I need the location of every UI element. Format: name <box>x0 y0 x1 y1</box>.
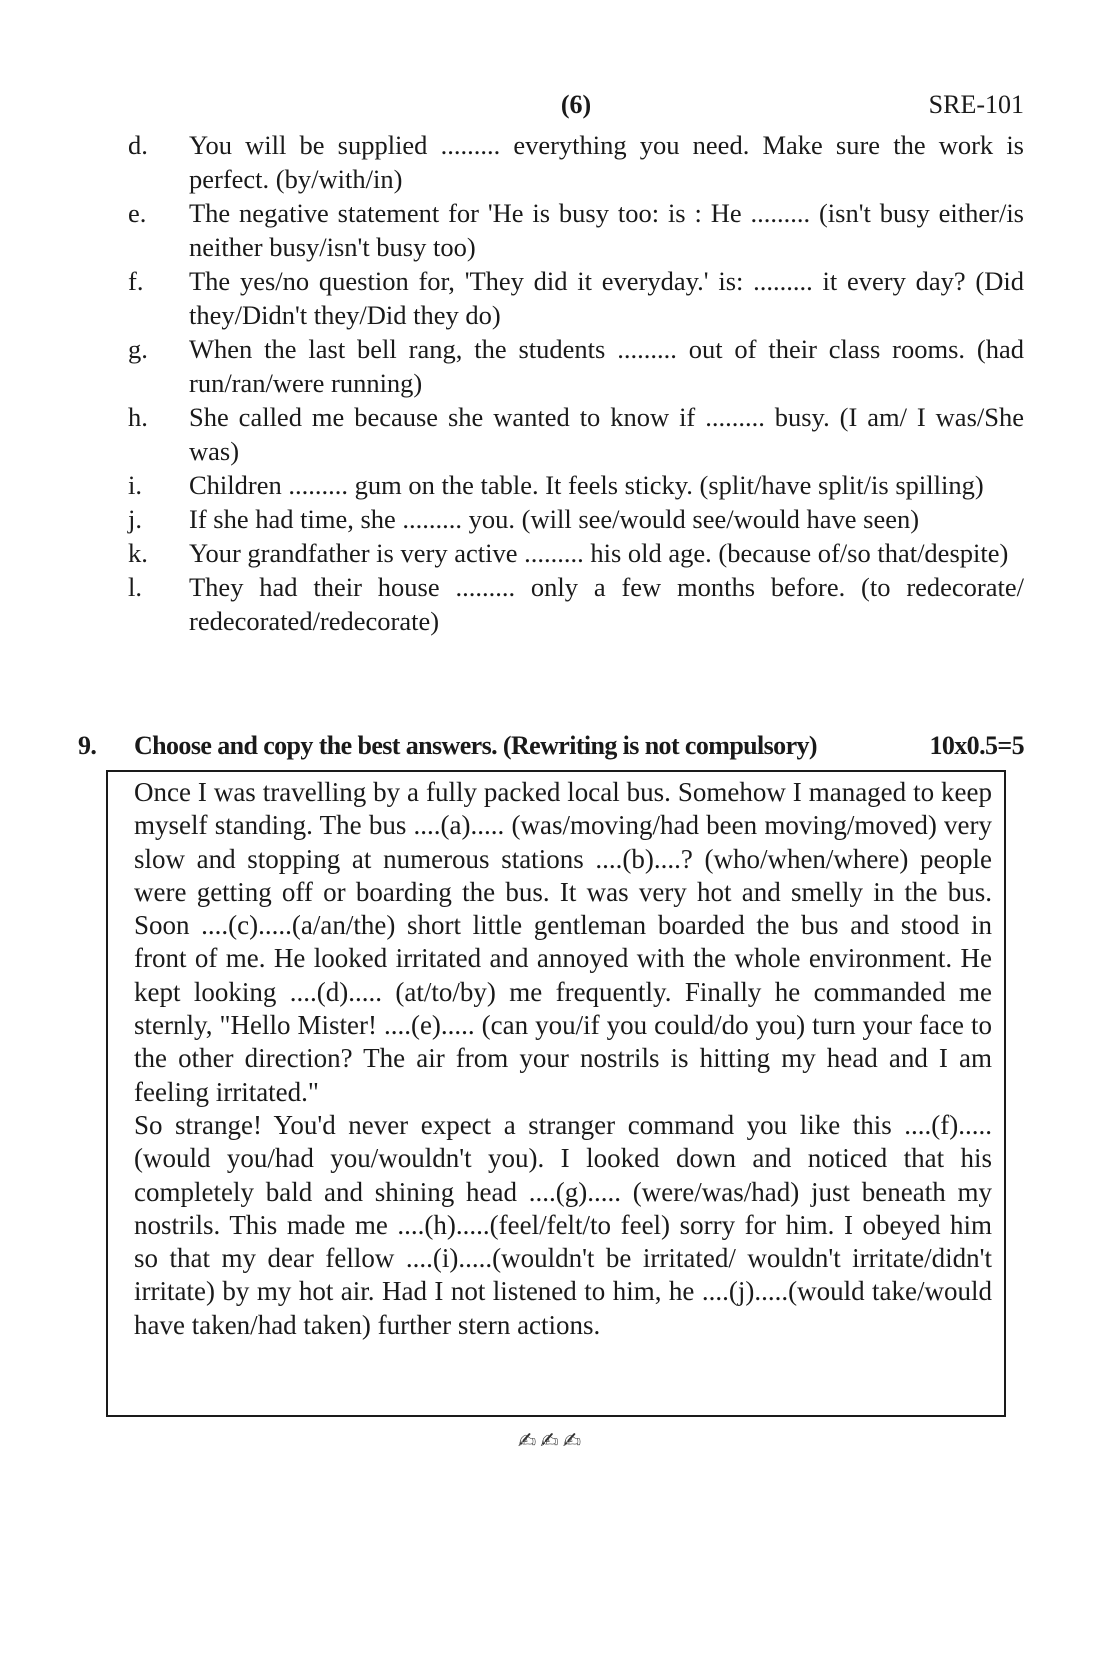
item-text: When the last bell rang, the students ......... out of their class rooms. (had run/ran/were running) <box>189 334 1024 398</box>
item-letter: g. <box>128 334 148 364</box>
end-marks-icon: ✍✍✍ <box>517 1429 586 1454</box>
item-text: They had their house ......... only a few months before. (to redecorate/ redecorated/redecorate) <box>189 572 1024 636</box>
question-item-h <box>128 400 1024 468</box>
paper-code: SRE-101 <box>928 90 1024 119</box>
page-header <box>128 88 1024 122</box>
item-text: Children ......... gum on the table. It feels sticky. (split/have split/is spilling) <box>189 470 984 500</box>
item-letter: d. <box>128 130 148 160</box>
item-text: You will be supplied ......... everything you need. Make sure the work is perfect. (by/with/in) <box>189 130 1024 194</box>
item-letter: k. <box>128 538 148 568</box>
question-instruction: Choose and copy the best answers. (Rewriting is not compulsory) <box>134 731 817 760</box>
passage-box <box>106 770 1006 1417</box>
question-items-list <box>128 128 1024 638</box>
question-item-i <box>128 468 1024 502</box>
question-item-f <box>128 264 1024 332</box>
item-text: The yes/no question for, 'They did it everyday.' is: ......... it every day? (Did they/Didn't they/Did they do) <box>189 266 1024 330</box>
item-text: If she had time, she ......... you. (will see/would see/would have seen) <box>189 504 920 534</box>
question-item-k <box>128 536 1024 570</box>
passage-paragraph-1: Once I was travelling by a fully packed local bus. Somehow I managed to keep myself standing. The bus ....(a)..... (was/moving/had been moving/moved) very slow and stopping at numerous stations ....(b)....? (who/when/where) people were getting off or boarding the bus. It was very hot and smelly in the bus. Soon ....(c).....(a/an/the) short little gentleman boarded the bus and stood in front of me. He looked irritated and annoyed with the whole environment. He kept looking ....(d)..... (at/to/by) me frequently. Finally he commanded me sternly, "Hello Mister! ....(e)..... (can you/if you could/do you) turn your face to the other direction? The air from your nostrils is hitting my head and I am feeling irritated." <box>134 777 992 1107</box>
question-number: 9. <box>78 731 97 760</box>
question-marks: 10x0.5=5 <box>929 731 1024 760</box>
item-letter: j. <box>128 504 142 534</box>
item-letter: e. <box>128 198 147 228</box>
question-item-d <box>128 128 1024 196</box>
question-item-g <box>128 332 1024 400</box>
item-letter: h. <box>128 402 148 432</box>
page-number: (6) <box>560 90 592 119</box>
item-text: The negative statement for 'He is busy too: is : He ......... (isn't busy either/is neither busy/isn't busy too) <box>189 198 1024 262</box>
question-item-e <box>128 196 1024 264</box>
item-letter: l. <box>128 572 142 602</box>
passage-paragraph-2: So strange! You'd never expect a stranger command you like this ....(f).....(would you/had you/wouldn't you). I looked down and noticed that his completely bald and shining head ....(g)..... (were/was/had) just beneath my nostrils. This made me ....(h).....(feel/felt/to feel) sorry for him. I obeyed him so that my dear fellow ....(i).....(wouldn't be irritated/ wouldn't irritate/didn't irritate) by my hot air. Had I not listened to him, he ....(j).....(would take/would have taken/had taken) further stern actions. <box>134 1109 992 1340</box>
item-letter: i. <box>128 470 142 500</box>
question-item-l <box>128 570 1024 638</box>
item-text: She called me because she wanted to know if ......... busy. (I am/ I was/She was) <box>189 402 1024 466</box>
question-9-heading <box>78 728 1024 764</box>
question-item-j <box>128 502 1024 536</box>
item-text: Your grandfather is very active ......... his old age. (because of/so that/despite) <box>189 538 1009 568</box>
item-letter: f. <box>128 266 144 296</box>
